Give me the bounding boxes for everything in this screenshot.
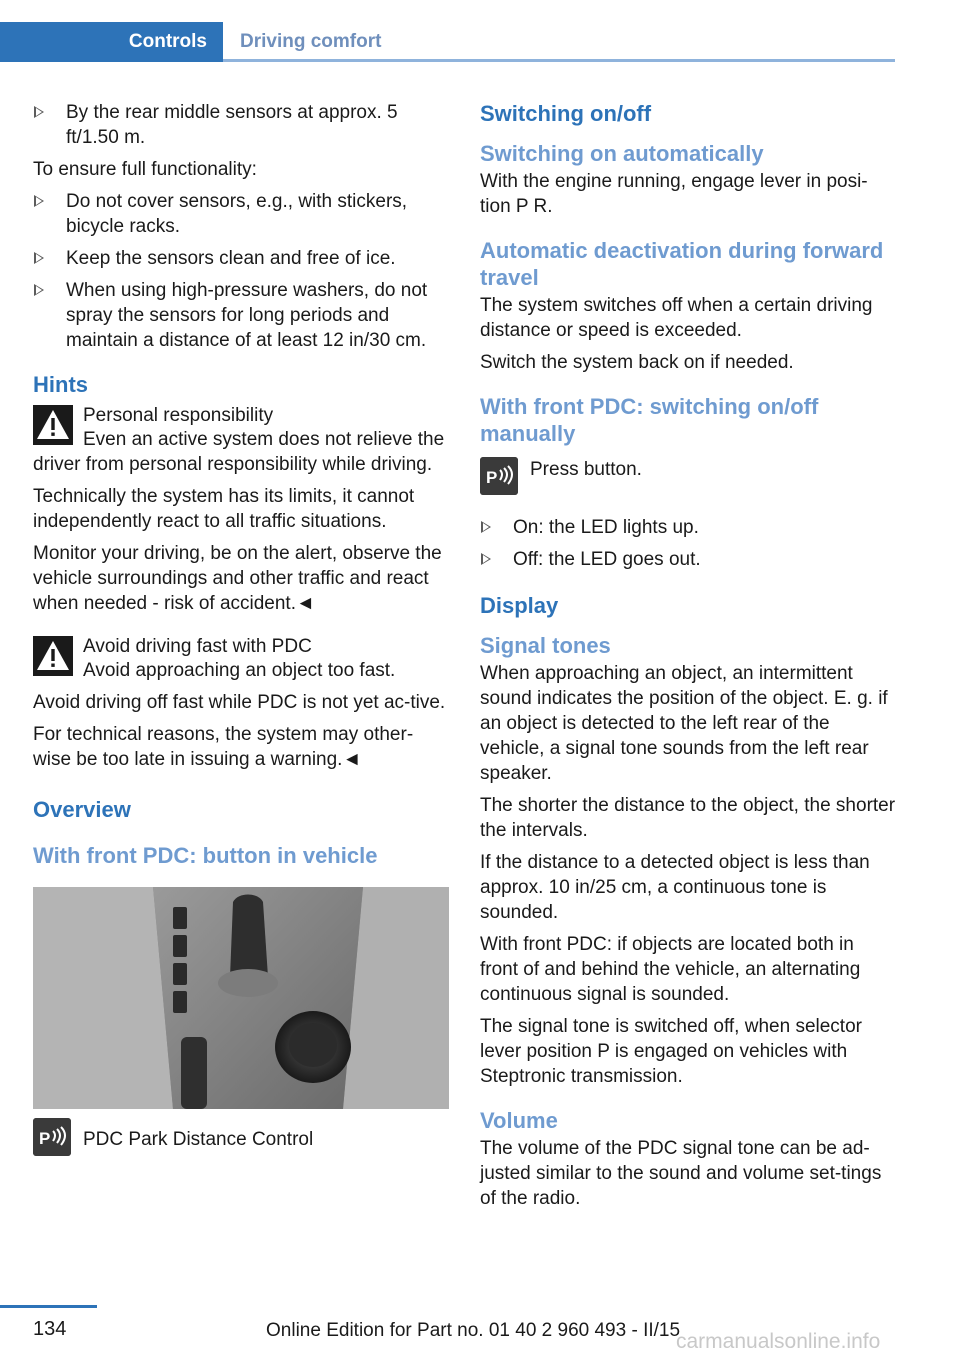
subheading-tones: Signal tones	[480, 633, 611, 658]
list-item: Keep the sensors clean and free of ice.	[33, 246, 449, 271]
paragraph: With the engine running, engage lever in posi‐tion P R.	[480, 171, 868, 217]
paragraph: The volume of the PDC signal tone can be ad‐justed similar to the sound and volume set‐tings of the radio.	[480, 1138, 882, 1209]
bullet-icon	[34, 195, 44, 207]
page-number: 134	[33, 1318, 67, 1340]
photo-caption: PDC Park Distance Control	[83, 1129, 314, 1150]
paragraph: Switch the system back on if needed.	[480, 352, 794, 373]
center-console-photo	[33, 887, 449, 1109]
subheading-auto-off: Automatic deactivation during forward travel	[480, 238, 884, 290]
paragraph: When approaching an object, an intermittent sound indicates the position of the object. E. g. if an object is detected to the left rear of the vehicle, a signal tone sounds from the left rear speaker.	[480, 663, 888, 784]
watermark: carmanualsonline.info	[676, 1330, 881, 1353]
heading-display: Display	[480, 593, 559, 618]
subheading-manual: With front PDC: switching on/off manually	[480, 394, 819, 446]
heading-overview: Overview	[33, 797, 131, 822]
list-item: Do not cover sensors, e.g., with stickers, bicycle racks.	[33, 189, 449, 239]
subheading-button: With front PDC: button in vehicle	[33, 843, 378, 868]
left-column	[33, 100, 449, 1185]
warning-block	[33, 634, 449, 684]
paragraph: With front PDC: if objects are located both in front of and behind the vehicle, an alternating continuous signal is sounded.	[480, 934, 861, 1005]
paragraph: For technical reasons, the system may other‐wise be too late in issuing a warning.◄	[33, 724, 414, 770]
warning-block	[33, 403, 449, 453]
pdc-button-icon	[33, 1118, 71, 1156]
paragraph: The shorter the distance to the object, the shorter the intervals.	[480, 795, 896, 841]
press-button-row	[480, 457, 896, 501]
bullet-icon	[34, 284, 44, 296]
paragraph: Avoid driving off fast while PDC is not yet ac‐tive.	[33, 692, 446, 713]
warning-triangle-icon	[33, 636, 73, 676]
subheading-auto-on: Switching on automatically	[480, 141, 764, 166]
header-rule	[223, 59, 895, 62]
paragraph: Even an active system does not relieve the driver from personal responsibility while driving.	[33, 429, 445, 475]
subheading-volume: Volume	[480, 1108, 558, 1133]
svg-text:P: P	[39, 1129, 51, 1148]
press-button-text: Press button.	[530, 459, 642, 480]
heading-switching: Switching on/off	[480, 101, 652, 126]
pdc-button-icon	[480, 457, 518, 495]
list-item: When using high-pressure washers, do not spray the sensors for long periods and maintain a distance of at least 12 in/30 cm.	[33, 278, 449, 353]
warning-title: Personal responsibility	[83, 405, 274, 426]
warning-triangle-icon	[33, 405, 73, 445]
svg-text:P: P	[486, 468, 498, 487]
caption-row	[33, 1127, 449, 1171]
page-header	[0, 22, 895, 62]
warning-title: Avoid driving fast with PDC	[83, 636, 312, 657]
bullet-icon	[34, 106, 44, 118]
bullet-icon	[481, 553, 491, 565]
list-item: On: the LED lights up.	[480, 515, 896, 540]
edition-note: Online Edition for Part no. 01 40 2 960 493 - II/15	[266, 1320, 681, 1341]
paragraph: Monitor your driving, be on the alert, observe the vehicle surroundings and other traffic and react when needed - risk of accident.◄	[33, 543, 442, 614]
bullet-icon	[34, 252, 44, 264]
chapter-title: Driving comfort	[240, 31, 382, 52]
heading-hints: Hints	[33, 372, 88, 397]
list-item: Off: the LED goes out.	[480, 547, 896, 572]
paragraph: If the distance to a detected object is less than approx. 10 in/25 cm, a continuous tone is sounded.	[480, 852, 870, 923]
paragraph: The signal tone is switched off, when selector lever position P is engaged on vehicles with Steptronic transmission.	[480, 1016, 862, 1087]
paragraph: The system switches off when a certain driving distance or speed is exceeded.	[480, 295, 873, 341]
section-tab: Controls	[0, 22, 223, 62]
list-item: By the rear middle sensors at approx. 5 ft/1.50 m.	[33, 100, 449, 150]
footer-rule	[0, 1305, 97, 1308]
paragraph: Technically the system has its limits, it cannot independently react to all traffic situations.	[33, 486, 415, 532]
bullet-icon	[481, 521, 491, 533]
paragraph: Avoid approaching an object too fast.	[83, 660, 396, 681]
paragraph: To ensure full functionality:	[33, 159, 257, 180]
right-column	[480, 100, 896, 1218]
